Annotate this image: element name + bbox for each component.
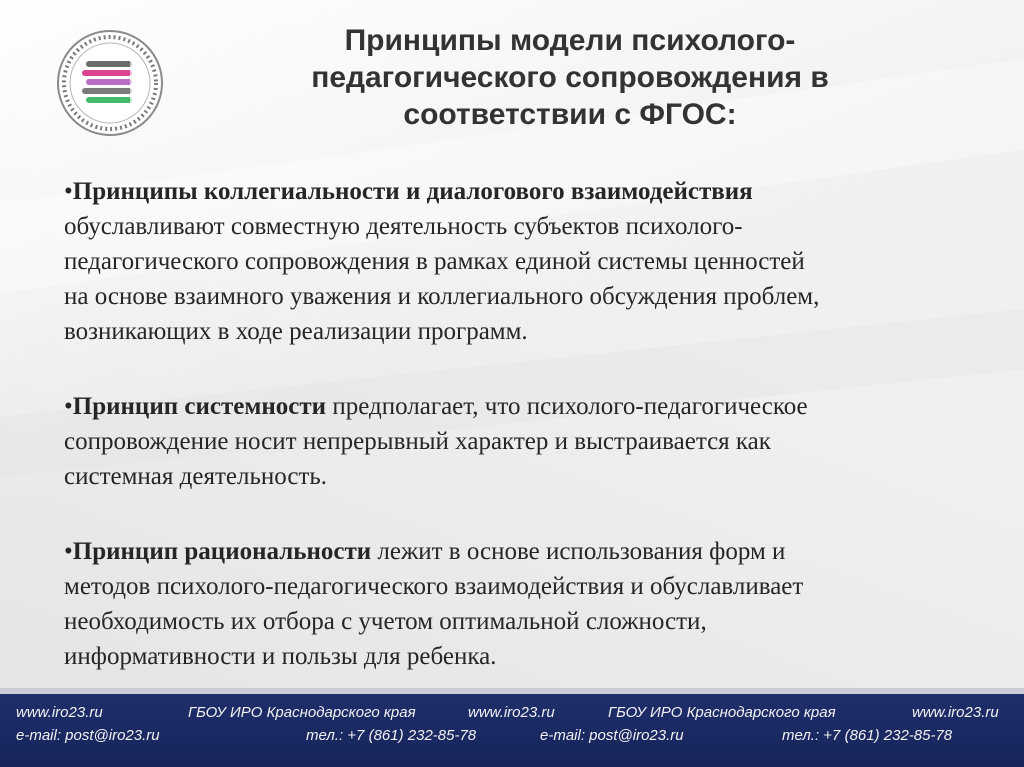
footer-email-link[interactable]: e-mail: post@iro23.ru <box>540 727 684 744</box>
principle-text: на основе взаимного уважения и коллегиального обсуждения проблем, <box>64 283 820 310</box>
principle-text: системная деятельность. <box>64 463 328 490</box>
principle-text: необходимость их отбора с учетом оптимальной сложности, <box>64 608 707 635</box>
principles-list <box>64 174 1014 714</box>
principle-collegiality <box>64 174 1014 349</box>
footer-website-link[interactable]: www.iro23.ru <box>912 704 999 721</box>
footer-website-link[interactable]: www.iro23.ru <box>16 704 103 721</box>
footer-bar <box>0 688 1024 767</box>
footer-website-link[interactable]: www.iro23.ru <box>468 704 555 721</box>
principle-text: сопровождение носит непрерывный характер и выстраивается как <box>64 428 771 455</box>
principle-text: педагогического сопровождения в рамках единой системы ценностей <box>64 248 805 275</box>
principle-systemic <box>64 389 1014 494</box>
principle-text: методов психолого-педагогического взаимодействия и обуславливает <box>64 573 804 600</box>
bullet-marker: • <box>64 538 73 565</box>
footer-organization: ГБОУ ИРО Краснодарского края <box>188 704 416 721</box>
principle-name: Принцип рациональности <box>72 538 372 565</box>
footer-phone: тел.: +7 (861) 232-85-78 <box>782 727 953 744</box>
bullet-marker: • <box>64 393 73 420</box>
title-line: Принципы модели психолого- <box>344 24 796 57</box>
principle-name: Принципы коллегиальности и диалогового взаимодействия <box>72 178 753 205</box>
principle-text: возникающих в ходе реализации программ. <box>64 318 528 345</box>
principle-text: информативности и пользы для ребенка. <box>64 643 497 670</box>
principle-text: лежит в основе использования форм и <box>371 538 786 565</box>
title-line: педагогического сопровождения в <box>311 61 829 94</box>
institute-books-logo-icon <box>52 25 168 141</box>
footer-phone: тел.: +7 (861) 232-85-78 <box>306 727 477 744</box>
footer-organization: ГБОУ ИРО Краснодарского края <box>608 704 836 721</box>
principle-name: Принцип системности <box>72 393 327 420</box>
principle-text: предполагает, что психолого-педагогическое <box>326 393 808 420</box>
title-line: соответствии с ФГОС: <box>403 98 737 131</box>
footer-email-link[interactable]: e-mail: post@iro23.ru <box>16 727 160 744</box>
bullet-marker: • <box>64 178 73 205</box>
page-title <box>190 22 950 133</box>
principle-text: обуславливают совместную деятельность субъектов психолого- <box>64 213 743 240</box>
principle-rationality <box>64 534 1014 674</box>
